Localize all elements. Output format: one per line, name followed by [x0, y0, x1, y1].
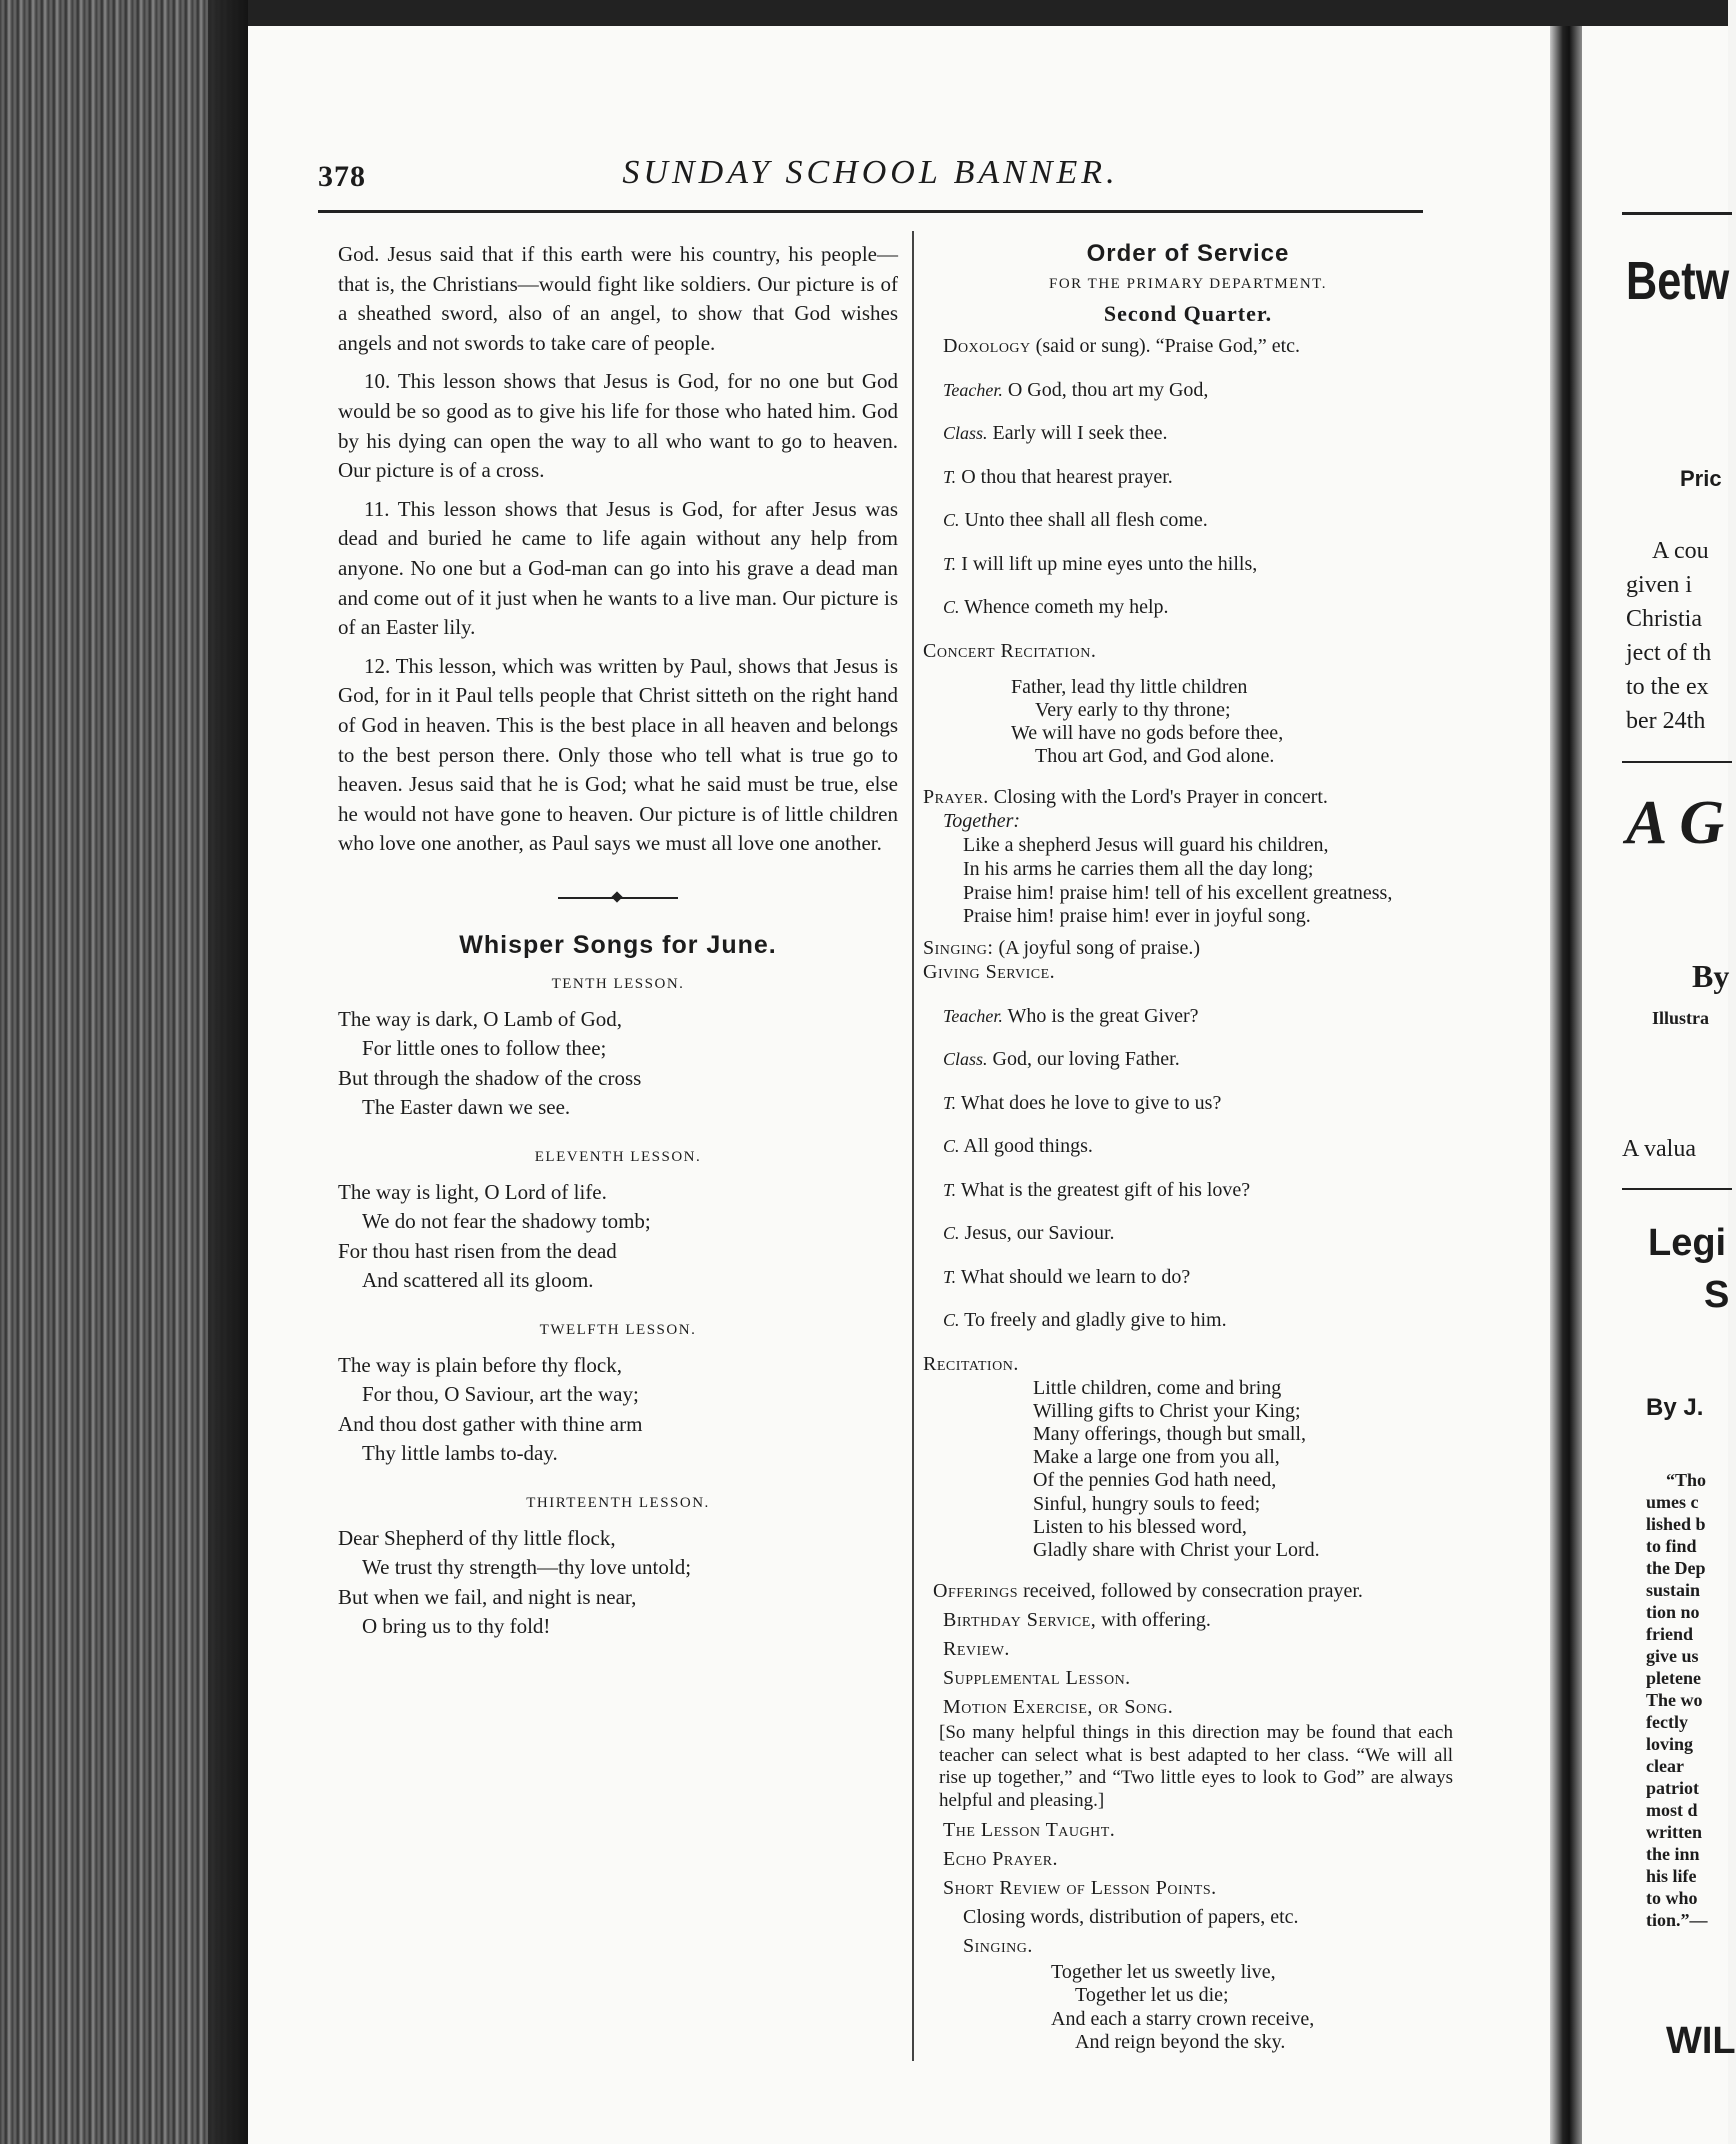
facing-fragment: his life	[1646, 1866, 1697, 1886]
lesson-verse	[338, 1495, 898, 1642]
opening-responsive	[923, 379, 1453, 620]
section-ornament	[558, 893, 678, 903]
paragraph: 12. This lesson, which was written by Paul, shows that Jesus is God, for in it Paul tells people that Christ sitteth on the right hand of God in heaven. This is the best place in all heaven and belongs to the best person there. Only those who tell what is true go to heaven. Jesus said that he is God; what he said must be true, else he would not have gone to heaven. Our picture is of little children who love one another, as Paul says we must all love one another.	[338, 653, 898, 856]
birthday-text: with offering.	[1101, 1609, 1211, 1632]
speaker: Teacher.	[943, 1005, 1003, 1026]
facing-rule	[1622, 1188, 1732, 1190]
dialogue-line	[923, 509, 1453, 533]
motion-exercise-label: Motion Exercise, or Song.	[943, 1696, 1174, 1719]
prayer-label: Prayer.	[923, 786, 989, 809]
whisper-songs-title: Whisper Songs for June.	[459, 930, 777, 959]
doxology-line	[923, 335, 1453, 359]
order-of-service-title: Order of Service	[1086, 240, 1290, 267]
giving-responsive	[923, 1005, 1453, 1333]
verse-line: And thou dost gather with thine arm	[338, 1411, 643, 1436]
facing-fragment: Betw	[1626, 251, 1730, 311]
poem-line: Sinful, hungry souls to feed;	[1033, 1492, 1261, 1515]
speaker: C.	[943, 1136, 960, 1157]
dialogue-text: O thou that hearest prayer.	[961, 465, 1173, 488]
doxology-text: (said or sung). “Praise God,” etc.	[1035, 335, 1301, 357]
lesson-heading: ELEVENTH LESSON.	[534, 1148, 702, 1165]
review-label: Review.	[943, 1638, 1010, 1661]
concert-recitation-label: Concert Recitation.	[923, 639, 1097, 662]
facing-fragment: ber 24th	[1626, 708, 1706, 734]
prayer-text: Closing with the Lord's Prayer in concert.	[993, 786, 1328, 809]
dialogue-text: What is the greatest gift of his love?	[960, 1178, 1251, 1201]
facing-fragment: clear	[1646, 1756, 1684, 1776]
dialogue-text: Unto thee shall all flesh come.	[964, 509, 1208, 532]
singing-line	[923, 937, 1453, 961]
facing-fragment: ject of th	[1626, 640, 1712, 666]
facing-rule	[1622, 761, 1732, 763]
dialogue-text: O God, thou art my God,	[1007, 378, 1209, 401]
facing-fragment: to find	[1646, 1536, 1697, 1556]
dialogue-text: Whence cometh my help.	[964, 596, 1169, 619]
verse-line: O bring us to thy fold!	[362, 1614, 551, 1639]
lesson-taught-label: The Lesson Taught.	[943, 1819, 1116, 1842]
page-number: 378	[318, 160, 366, 193]
lesson-verse	[338, 1149, 898, 1296]
facing-fragment: to who	[1646, 1888, 1698, 1908]
concert-recitation-poem	[923, 676, 1453, 769]
short-review-label: Short Review of Lesson Points.	[943, 1877, 1217, 1900]
facing-fragment: umes c	[1646, 1492, 1699, 1512]
dialogue-line	[923, 422, 1453, 446]
verse-line: We trust thy strength—thy love untold;	[362, 1555, 692, 1580]
verse-line: But when we fail, and night is near,	[338, 1584, 637, 1609]
dialogue-line	[923, 1309, 1453, 1333]
poem-line: And reign beyond the sky.	[1075, 2030, 1286, 2053]
speaker: C.	[943, 510, 960, 531]
dialogue-line	[923, 379, 1453, 403]
giving-service-label: Giving Service.	[923, 960, 1056, 983]
facing-fragment: S	[1704, 1274, 1730, 1316]
facing-fragment: written	[1646, 1822, 1702, 1842]
doxology-label: Doxology	[943, 335, 1031, 357]
facing-fragment: given i	[1626, 572, 1692, 598]
poem-line: Gladly share with Christ your Lord.	[1033, 1539, 1320, 1561]
facing-fragment: Pric	[1680, 466, 1722, 491]
verse-line: The way is dark, O Lamb of God,	[338, 1006, 623, 1031]
facing-fragment: “Tho	[1666, 1470, 1707, 1490]
speaker: C.	[943, 1310, 960, 1331]
facing-fragment: the inn	[1646, 1844, 1700, 1864]
dialogue-text: What does he love to give to us?	[960, 1091, 1222, 1114]
poem-line: We will have no gods before thee,	[1011, 722, 1284, 744]
poem-line: Make a large one from you all,	[1033, 1446, 1280, 1469]
dialogue-line	[923, 1092, 1453, 1116]
poem-line: And each a starry crown receive,	[1051, 2007, 1315, 2030]
poem-line: Together let us sweetly live,	[1051, 1961, 1276, 1984]
closing-poem	[923, 1961, 1453, 2054]
poem-line: Willing gifts to Christ your King;	[1033, 1399, 1301, 1422]
offerings-line	[923, 1576, 1453, 1606]
speaker: Class.	[943, 423, 988, 444]
book-page-edges	[0, 0, 248, 2144]
facing-fragment: the Dep	[1646, 1558, 1706, 1578]
dialogue-text: I will lift up mine eyes unto the hills,	[961, 552, 1258, 575]
lesson-verse	[338, 1322, 898, 1469]
paragraph: 10. This lesson shows that Jesus is God, for no one but God would be so good as to give his life for those who hated him. God by his dying can open the way to all who want to go to heaven. Our picture is of a cross.	[338, 369, 898, 483]
facing-fragment: A valua	[1622, 1136, 1696, 1162]
speaker: Teacher.	[943, 379, 1003, 400]
speaker: T.	[943, 1179, 957, 1200]
facing-fragment: Illustra	[1652, 1008, 1710, 1028]
dialogue-line	[923, 466, 1453, 490]
recitation-poem	[923, 1377, 1453, 1563]
closing-singing-label: Singing.	[963, 1935, 1033, 1958]
facing-fragment: to the ex	[1626, 674, 1709, 700]
left-column	[338, 240, 898, 1642]
column-rule	[912, 231, 914, 2061]
singing-label: Singing:	[923, 937, 994, 960]
facing-page	[1582, 26, 1736, 2144]
poem-line: Of the pennies God hath need,	[1033, 1469, 1277, 1492]
verse-line: But through the shadow of the cross	[338, 1065, 642, 1090]
dialogue-text: Jesus, our Saviour.	[964, 1222, 1115, 1245]
facing-fragment: most d	[1646, 1800, 1698, 1820]
song-line: Like a shepherd Jesus will guard his children,	[963, 834, 1329, 856]
together-song	[923, 834, 1453, 929]
verse-line: For thou, O Saviour, art the way;	[362, 1382, 639, 1407]
verse-line: For little ones to follow thee;	[362, 1036, 607, 1061]
poem-line: Father, lead thy little children	[1011, 675, 1248, 698]
verse-line: Thy little lambs to-day.	[362, 1441, 558, 1466]
dialogue-line	[923, 596, 1453, 620]
lesson-heading: TENTH LESSON.	[551, 975, 685, 992]
facing-fragment: fectly	[1646, 1712, 1688, 1732]
closing-text: Closing words, distribution of papers, etc.	[963, 1906, 1299, 1929]
facing-fragment: By	[1692, 958, 1730, 994]
dialogue-text: All good things.	[963, 1135, 1093, 1158]
facing-fragment: Christia	[1626, 606, 1702, 632]
quarter-heading: Second Quarter.	[1103, 301, 1273, 326]
song-line: In his arms he carries them all the day long;	[963, 857, 1314, 880]
dialogue-line	[923, 1135, 1453, 1159]
offerings-label: Offerings	[933, 1580, 1019, 1603]
facing-fragment: lished b	[1646, 1514, 1706, 1534]
dialogue-line	[923, 1266, 1453, 1290]
poem-line: Little children, come and bring	[1033, 1376, 1282, 1399]
dialogue-line	[923, 1005, 1453, 1029]
speaker: C.	[943, 597, 960, 618]
dialogue-line	[923, 1179, 1453, 1203]
speaker: T.	[943, 1092, 957, 1113]
facing-fragment: Legi	[1648, 1222, 1727, 1264]
verse-line: The way is plain before thy flock,	[338, 1352, 622, 1377]
supplemental-lesson-label: Supplemental Lesson.	[943, 1667, 1131, 1690]
facing-fragment: A G	[1626, 789, 1725, 857]
song-line: Praise him! praise him! ever in joyful song.	[963, 905, 1311, 928]
echo-prayer-label: Echo Prayer.	[943, 1848, 1059, 1871]
offerings-text: received, followed by consecration prayer.	[1023, 1580, 1363, 1603]
speaker: T.	[943, 466, 957, 487]
dialogue-text: Who is the great Giver?	[1007, 1004, 1199, 1027]
motion-note: [So many helpful things in this direction may be found that each teacher can select what is best adapted to her class. “We will all rise up together,” and “Two little eyes to look to God” are always helpful and pleasing.]	[939, 1722, 1453, 1811]
facing-fragment: tion.”—	[1646, 1910, 1708, 1930]
dialogue-text: To freely and gladly give to him.	[964, 1309, 1227, 1332]
paragraph: God. Jesus said that if this earth were his country, his people—that is, the Christians—would fight like soldiers. Our picture is of a sheathed sword, also of an angel, to show that God wishes angels and not swords to take care of people.	[338, 242, 898, 355]
speaker: T.	[943, 1266, 957, 1287]
dialogue-line	[923, 1048, 1453, 1072]
verse-line: Dear Shepherd of thy little flock,	[338, 1525, 616, 1550]
verse-line: We do not fear the shadowy tomb;	[362, 1209, 651, 1234]
dialogue-text: Early will I seek thee.	[992, 422, 1168, 445]
dialogue-line	[923, 1222, 1453, 1246]
facing-fragment: give us	[1646, 1646, 1699, 1666]
lesson-verse	[338, 976, 898, 1123]
verse-line: The way is light, O Lord of life.	[338, 1179, 607, 1204]
lesson-heading: THIRTEENTH LESSON.	[526, 1494, 710, 1511]
dialogue-line	[923, 553, 1453, 577]
singing-text: (A joyful song of praise.)	[998, 937, 1201, 960]
poem-line: Many offerings, though but small,	[1033, 1422, 1306, 1445]
birthday-label: Birthday Service,	[943, 1609, 1097, 1632]
poem-line: Thou art God, and God alone.	[1035, 745, 1275, 768]
poem-line: Very early to thy throne;	[1035, 698, 1231, 721]
dialogue-text: God, our loving Father.	[992, 1048, 1180, 1071]
song-line: Praise him! praise him! tell of his excellent greatness,	[963, 881, 1393, 904]
department-subtitle: FOR THE PRIMARY DEPARTMENT.	[1049, 276, 1327, 292]
facing-fragment: pletene	[1646, 1668, 1701, 1688]
page-header	[318, 154, 1423, 200]
facing-fragment: sustain	[1646, 1580, 1701, 1600]
birthday-line	[923, 1606, 1453, 1635]
page-378	[248, 26, 1550, 2144]
verse-line: The Easter dawn we see.	[362, 1095, 571, 1120]
facing-fragment: A cou	[1652, 538, 1709, 564]
lesson-heading: TWELFTH LESSON.	[539, 1321, 697, 1338]
together-label	[923, 810, 1453, 834]
speaker: Class.	[943, 1049, 988, 1070]
right-column	[923, 240, 1453, 2054]
facing-fragment: WIL	[1666, 2020, 1736, 2062]
scan-top-edge	[0, 0, 1728, 26]
verse-line: For thou hast risen from the dead	[338, 1238, 617, 1263]
verse-line: And scattered all its gloom.	[362, 1268, 594, 1293]
book-gutter	[1550, 26, 1582, 2144]
facing-fragment: The wo	[1646, 1690, 1703, 1710]
paragraph: 11. This lesson shows that Jesus is God, for after Jesus was dead and buried he came to life again without any help from anyone. No one but a God-man can go into his grave a dead man and come out of it just when he wants to a live man. Our picture is of an Easter lily.	[338, 496, 898, 640]
recitation-label: Recitation.	[923, 1352, 1019, 1375]
dialogue-text: What should we learn to do?	[960, 1265, 1191, 1288]
facing-fragment: patriot	[1646, 1778, 1699, 1798]
facing-fragment: tion no	[1646, 1602, 1700, 1622]
header-rule	[318, 210, 1423, 213]
facing-rule	[1622, 212, 1732, 215]
speaker: T.	[943, 553, 957, 574]
prayer-line	[923, 786, 1453, 810]
running-head: SUNDAY SCHOOL BANNER.	[622, 154, 1119, 191]
poem-line: Together let us die;	[1075, 1984, 1229, 2007]
facing-fragment: loving	[1646, 1734, 1694, 1754]
speaker: C.	[943, 1223, 960, 1244]
poem-line: Listen to his blessed word,	[1033, 1515, 1247, 1538]
facing-fragment: By J.	[1646, 1394, 1704, 1421]
together-label-text: Together:	[943, 810, 1021, 833]
facing-fragment: friend	[1646, 1624, 1693, 1644]
